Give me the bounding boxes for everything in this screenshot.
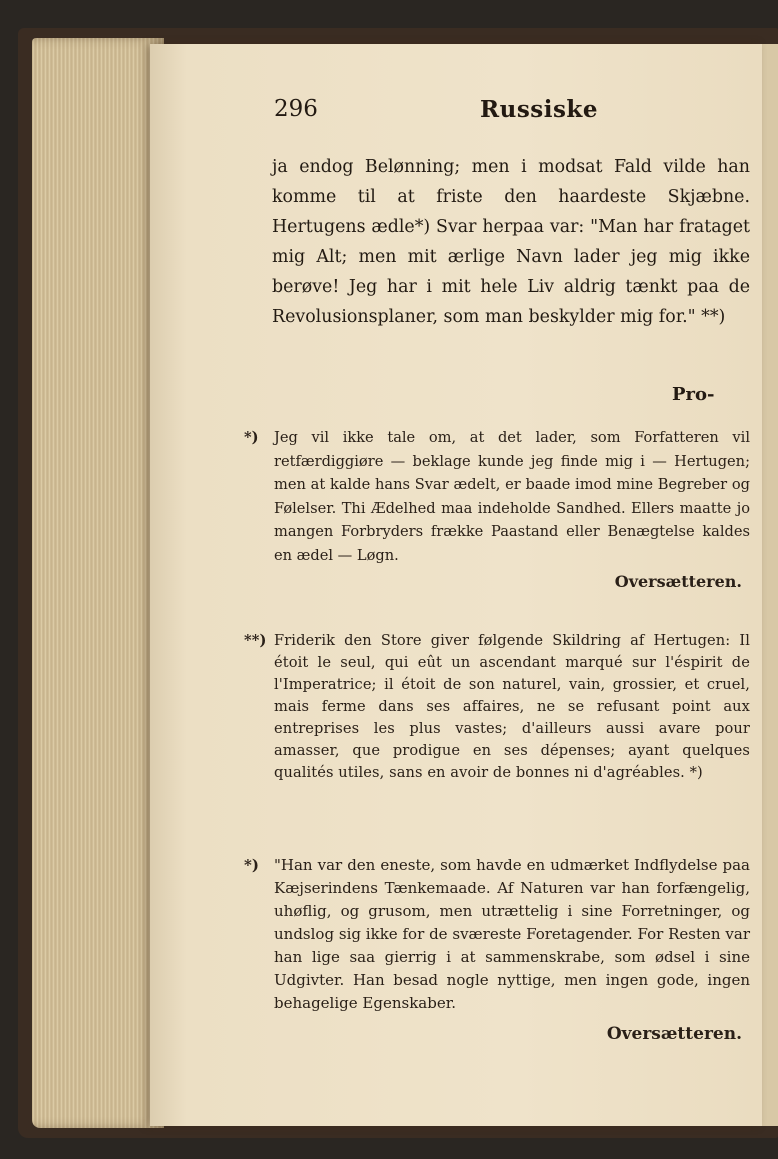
footnote-signature: Oversætteren. bbox=[614, 571, 742, 591]
book-page bbox=[150, 44, 762, 1126]
footnote-1 bbox=[244, 426, 750, 593]
footnote-text: "Han var den eneste, som havde en udmærket Indflydelse paa Kæjserindens Tænkemaade. Af Naturen var han forfængelig, uhøflig, og grusom, men utrættelig i sine Forretninger, og undslog sig ikke for de sværeste Foretagender. For Resten var han lige saa gierrig i at sammenskrabe, som ødsel i sine Udgivter. Han besad nogle nyttige, men ingen gode, ingen behagelige Egenskaber. bbox=[274, 856, 750, 1012]
footnote-signature: Oversætteren. bbox=[606, 1024, 742, 1044]
footnote-3 bbox=[244, 854, 750, 1046]
footnote-marker: *) bbox=[244, 856, 259, 874]
footnote-text: Jeg vil ikke tale om, at det lader, som Forfatteren vil retfærdiggiøre — beklage kunde jeg finde mig i — Hertugen; men at kalde hans Svar ædelt, er baade imod mine Begreber og Følelser. Thi Ædelhed maa indeholde Sandhed. Ellers maatte jo mangen Forbryders frække Paastand eller Benægtelse kaldes en ædel — Løgn. bbox=[274, 429, 750, 564]
next-page-edge bbox=[762, 44, 778, 1126]
running-title: Russiske bbox=[480, 96, 598, 123]
page-header bbox=[274, 96, 598, 126]
footnote-2 bbox=[244, 630, 750, 784]
footnote-text: Friderik den Store giver følgende Skildring af Hertugen: Il étoit le seul, qui eût un ascendant marqué sur l'éspirit de l'Imperatrice; il étoit de son naturel, vain, grossier, et cruel, mais ferme dans ses affaires, ne se refusant point aux entreprises les plus vastes; d'ailleurs aussi avare pour amasser, que prodigue en ses dépenses; ayant quelques qualités utiles, sans en avoir de bonnes ni d'agréables. *) bbox=[274, 632, 750, 781]
footnote-marker: *) bbox=[244, 429, 259, 446]
page-number: 296 bbox=[274, 96, 318, 122]
main-paragraph: ja endog Belønning; men i modsat Fald vilde han komme til at friste den haardeste Skjæbne. Hertugens ædle*) Svar herpaa var: "Man har frataget mig Alt; men mit ærlige Navn lader jeg mig ikke berøve! Jeg har i mit hele Liv aldrig tænkt paa de Revolusionsplaner, som man beskylder mig for." **) bbox=[272, 157, 750, 327]
catchword: Pro- bbox=[672, 384, 715, 405]
page-edges bbox=[32, 38, 164, 1128]
footnote-marker: **) bbox=[244, 632, 267, 649]
main-text bbox=[272, 152, 750, 332]
